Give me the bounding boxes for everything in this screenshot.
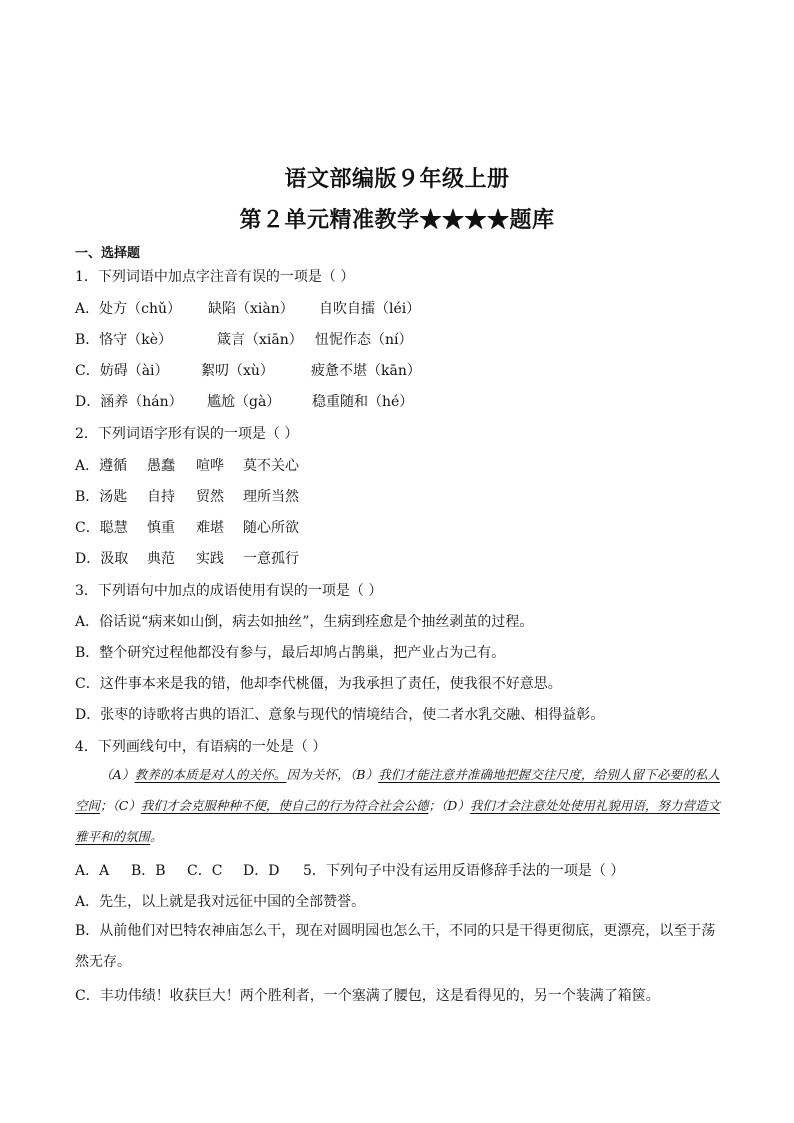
passage-label-d: ；（D） <box>428 798 470 813</box>
q2-option-d <box>75 548 720 568</box>
q1-b-2: 箴言（xiān） <box>217 332 303 348</box>
q2-option-c <box>75 517 720 537</box>
q1-c-3: 疲惫不堪（kān） <box>311 363 421 379</box>
q1-option-d <box>75 391 720 411</box>
passage-label-c: ；（C） <box>100 798 141 813</box>
q4-stem: 4．下列画线句中，有语病的一处是（ ） <box>75 739 327 755</box>
passage-label-a: （A） <box>100 767 135 782</box>
q2-d-3: 实践 <box>196 551 224 567</box>
q2-d-2: 典范 <box>147 551 175 567</box>
q1-c-1: C．妨碍（ài） <box>75 363 169 379</box>
q5-stem: 5．下列句子中没有运用反语修辞手法的一项是（ ） <box>303 863 625 879</box>
q1-d-2: 尴尬（gà） <box>207 394 281 410</box>
q5-option-b: B．从前他们对巴特农神庙怎么干，现在对圆明园也怎么干，不同的只是干得更彻底，更漂亮，以至于荡然无存。 <box>75 923 716 970</box>
document-subtitle: 第２单元精准教学★★★★题库 <box>239 207 555 233</box>
q2-a-4: 莫不关心 <box>243 458 299 474</box>
q4-option-a: A．A <box>75 863 110 879</box>
q1-option-a <box>75 298 720 318</box>
passage-sentence-a: 教养的本质是对人的关怀。 <box>134 767 287 782</box>
q2-a-3: 喧哗 <box>196 458 224 474</box>
q1-option-b <box>75 329 720 349</box>
q2-b-1: B．汤匙 <box>75 489 128 505</box>
q2-a-1: A．遵循 <box>75 458 128 474</box>
q4-option-d: D．D <box>243 863 280 879</box>
passage-end: 。 <box>150 829 163 844</box>
passage-sentence-b: 我们才能注意并准确地把握交往尺度，给别人留下必要的私人空间 <box>75 767 720 813</box>
q2-stem: 2．下列词语字形有误的一项是（ ） <box>75 426 299 442</box>
q1-a-1: A．处方（chǔ） <box>75 301 181 317</box>
q1-stem: 1．下列词语中加点字注音有误的一项是（ ） <box>75 269 355 285</box>
q2-d-1: D．汲取 <box>75 551 129 567</box>
q2-option-b <box>75 486 720 506</box>
q4-passage <box>75 759 720 852</box>
q2-b-2: 自持 <box>147 489 175 505</box>
q3-option-c: C．这件事本来是我的错，他却李代桃僵，为我承担了责任，使我很不好意思。 <box>75 676 562 692</box>
q2-b-3: 贸然 <box>196 489 224 505</box>
q3-stem: 3．下列语句中加点的成语使用有误的一项是（ ） <box>75 583 383 599</box>
q2-b-4: 理所当然 <box>243 489 299 505</box>
q4-options-and-q5-stem <box>75 860 720 880</box>
q4-option-b: B．B <box>131 863 166 879</box>
q1-b-1: B．恪守（kè） <box>75 332 173 348</box>
q1-b-3: 忸怩作态（ní） <box>315 332 413 348</box>
passage-sentence-d: 我们才会注意处处使用礼貌用语，努力营造文雅平和的氛围 <box>75 798 720 844</box>
q5-option-c: C．丰功伟绩！收获巨大！两个胜利者，一个塞满了腰包，这是看得见的，另一个装满了箱箧。 <box>75 988 660 1004</box>
q3-option-d: D．张枣的诗歌将古典的语汇、意象与现代的情境结合，使二者水乳交融、相得益彰。 <box>75 707 605 723</box>
q2-c-1: C．聪慧 <box>75 520 128 536</box>
q2-a-2: 愚蠢 <box>147 458 175 474</box>
q2-c-4: 随心所欲 <box>243 520 299 536</box>
passage-sentence-c: 我们才会克服种种不便，使自己的行为符合社会公德 <box>140 798 429 813</box>
section-heading: 一、选择题 <box>75 246 141 261</box>
q1-a-3: 自吹自擂（léi） <box>319 301 421 317</box>
q2-d-4: 一意孤行 <box>243 551 299 567</box>
q2-c-3: 难堪 <box>196 520 224 536</box>
q5-option-a: A．先生，以上就是我对远征中国的全部赞誉。 <box>75 894 366 910</box>
passage-label-b: 因为关怀，（B） <box>286 767 379 782</box>
q1-c-2: 絮叨（xù） <box>201 363 274 379</box>
q4-option-c: C．C <box>187 863 223 879</box>
q1-d-1: D．涵养（hán） <box>75 394 183 410</box>
q1-a-2: 缺陷（xiàn） <box>208 301 294 317</box>
document-title: 语文部编版９年级上册 <box>284 166 510 192</box>
q1-option-c <box>75 360 720 380</box>
q2-c-2: 慎重 <box>147 520 175 536</box>
q2-option-a <box>75 455 720 475</box>
q3-option-a: A．俗话说“病来如山倒，病去如抽丝”，生病到痊愈是个抽丝剥茧的过程。 <box>75 614 534 630</box>
q3-option-b: B．整个研究过程他都没有参与，最后却鸠占鹊巢，把产业占为己有。 <box>75 645 506 661</box>
q1-d-3: 稳重随和（hé） <box>312 394 414 410</box>
